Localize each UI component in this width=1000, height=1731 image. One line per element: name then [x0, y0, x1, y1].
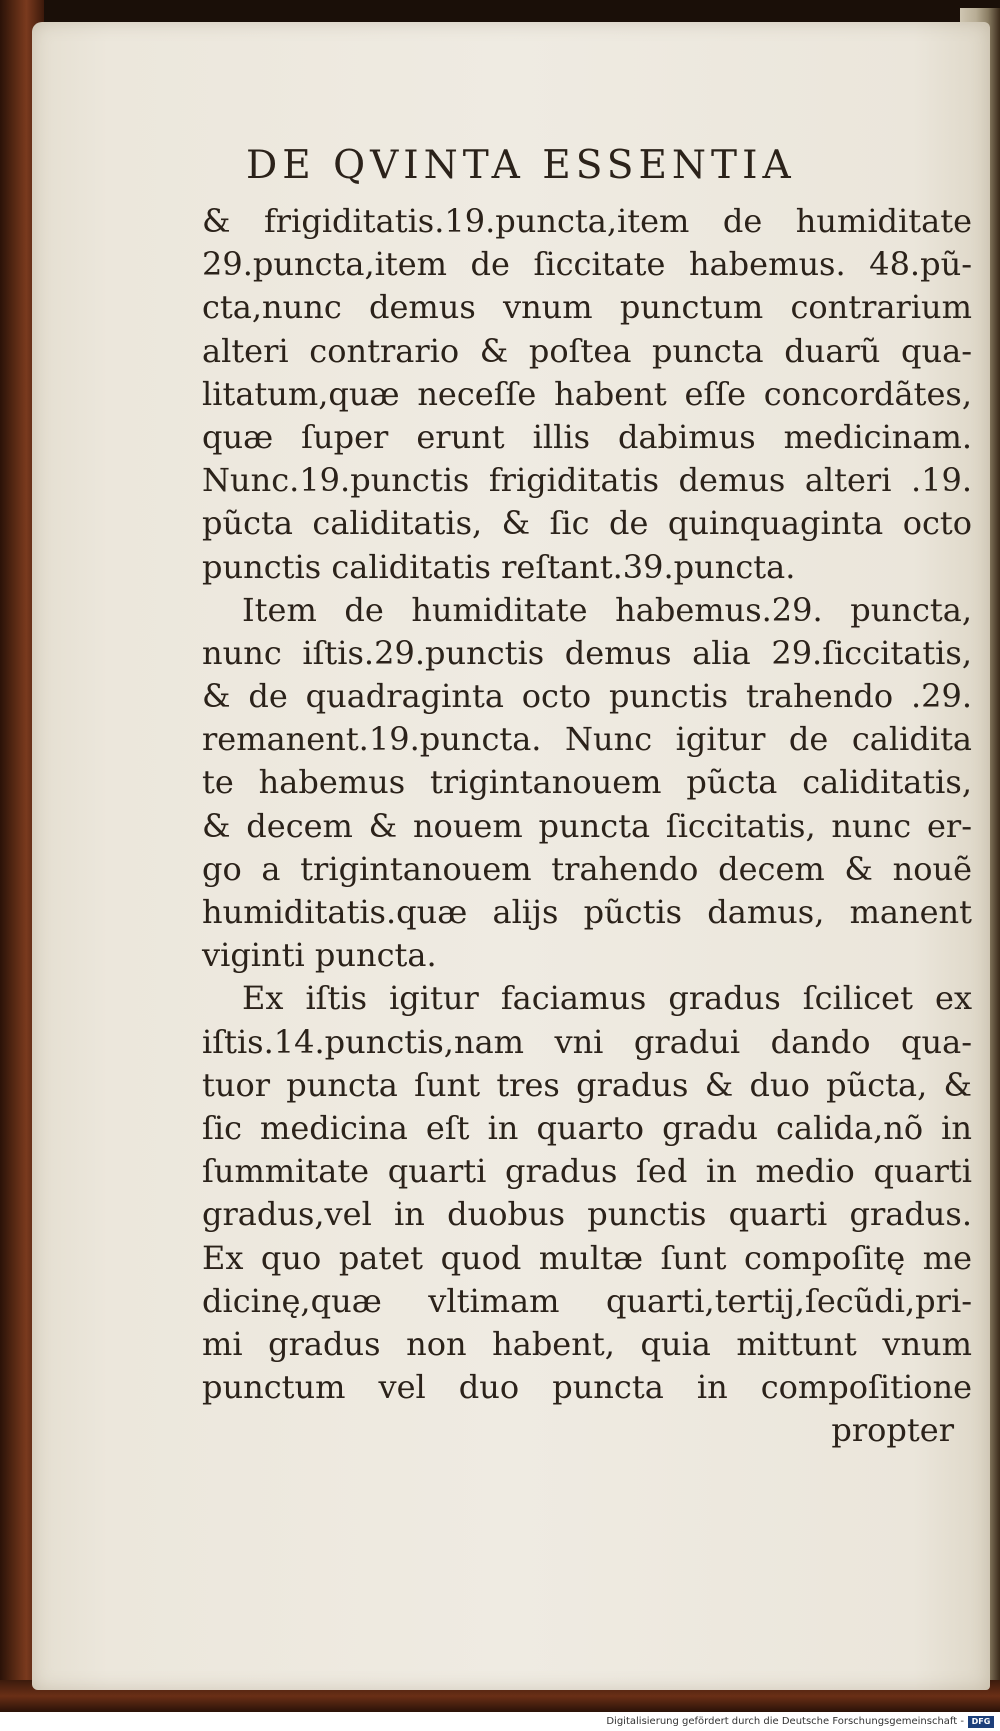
text-line: cta,nunc demus vnum punctum contrarium — [202, 288, 972, 327]
text-line: punctis caliditatis reſtant.39.puncta. — [202, 547, 796, 586]
text-line: quæ ſuper erunt illis dabimus medicinam. — [202, 417, 972, 456]
book-page — [32, 22, 990, 1690]
funding-credit: Digitalisierung gefördert durch die Deutsche Forschungsgemeinschaft - — [606, 1716, 964, 1727]
text-line: go a trigintanouem trahendo decem & nouẽ — [202, 849, 972, 888]
text-line: viginti puncta. — [202, 936, 437, 975]
text-line: ſic medicina eſt in quarto gradu calida,nõ in — [202, 1108, 972, 1147]
catchword: propter — [831, 1411, 954, 1450]
text-line: & de quadraginta octo punctis trahendo .29. — [202, 677, 972, 716]
text-line: punctum vel duo puncta in compoſitione — [202, 1368, 972, 1407]
text-line: & frigiditatis.19.puncta,item de humiditate — [202, 202, 972, 240]
text-line: nunc iſtis.29.punctis demus alia 29.ſiccitatis, — [202, 633, 972, 672]
text-line: Ex quo patet quod multæ ſunt compoſitę me — [202, 1238, 972, 1277]
text-line: litatum,quæ neceſſe habent eſſe concordãtes, — [202, 374, 972, 413]
text-line: mi gradus non habent, quia mittunt vnum — [202, 1324, 972, 1363]
text-line: & decem & nouem puncta ſiccitatis, nunc er- — [202, 806, 972, 845]
text-line: gradus,vel in duobus punctis quarti gradus. — [202, 1195, 972, 1234]
text-line: 29.puncta,item de ſiccitate habemus. 48.pũ- — [202, 245, 972, 284]
text-line: pũcta caliditatis, & ſic de quinquaginta octo — [202, 504, 972, 543]
text-line: humiditatis.quæ alijs pũctis damus, manent — [202, 893, 972, 931]
text-line: Nunc.19.punctis frigiditatis demus alteri .19. — [202, 461, 972, 500]
dfg-logo: DFG — [968, 1716, 994, 1728]
text-line: ſummitate quarti gradus ſed in medio quarti — [202, 1152, 972, 1191]
text-line: tuor puncta ſunt tres gradus & duo pũcta, & — [202, 1065, 972, 1104]
text-line: Ex iſtis igitur faciamus gradus ſcilicet ex — [242, 979, 972, 1018]
text-line: te habemus trigintanouem pũcta caliditatis, — [202, 763, 972, 802]
text-line: remanent.19.puncta. Nunc igitur de calidita — [202, 720, 972, 759]
text-line: alteri contrario & poſtea puncta duarũ qua- — [202, 331, 972, 370]
running-head: DE QVINTA ESSENTIA — [246, 143, 796, 188]
text-block — [202, 140, 972, 1452]
text-line: iſtis.14.punctis,nam vni gradui dando qua- — [202, 1022, 972, 1061]
text-line: dicinę,quæ vltimam quarti,tertij,ſecũdi,pri- — [202, 1281, 972, 1320]
footer-bar — [0, 1712, 1000, 1731]
text-line: Item de humiditate habemus.29. puncta, — [242, 590, 972, 629]
